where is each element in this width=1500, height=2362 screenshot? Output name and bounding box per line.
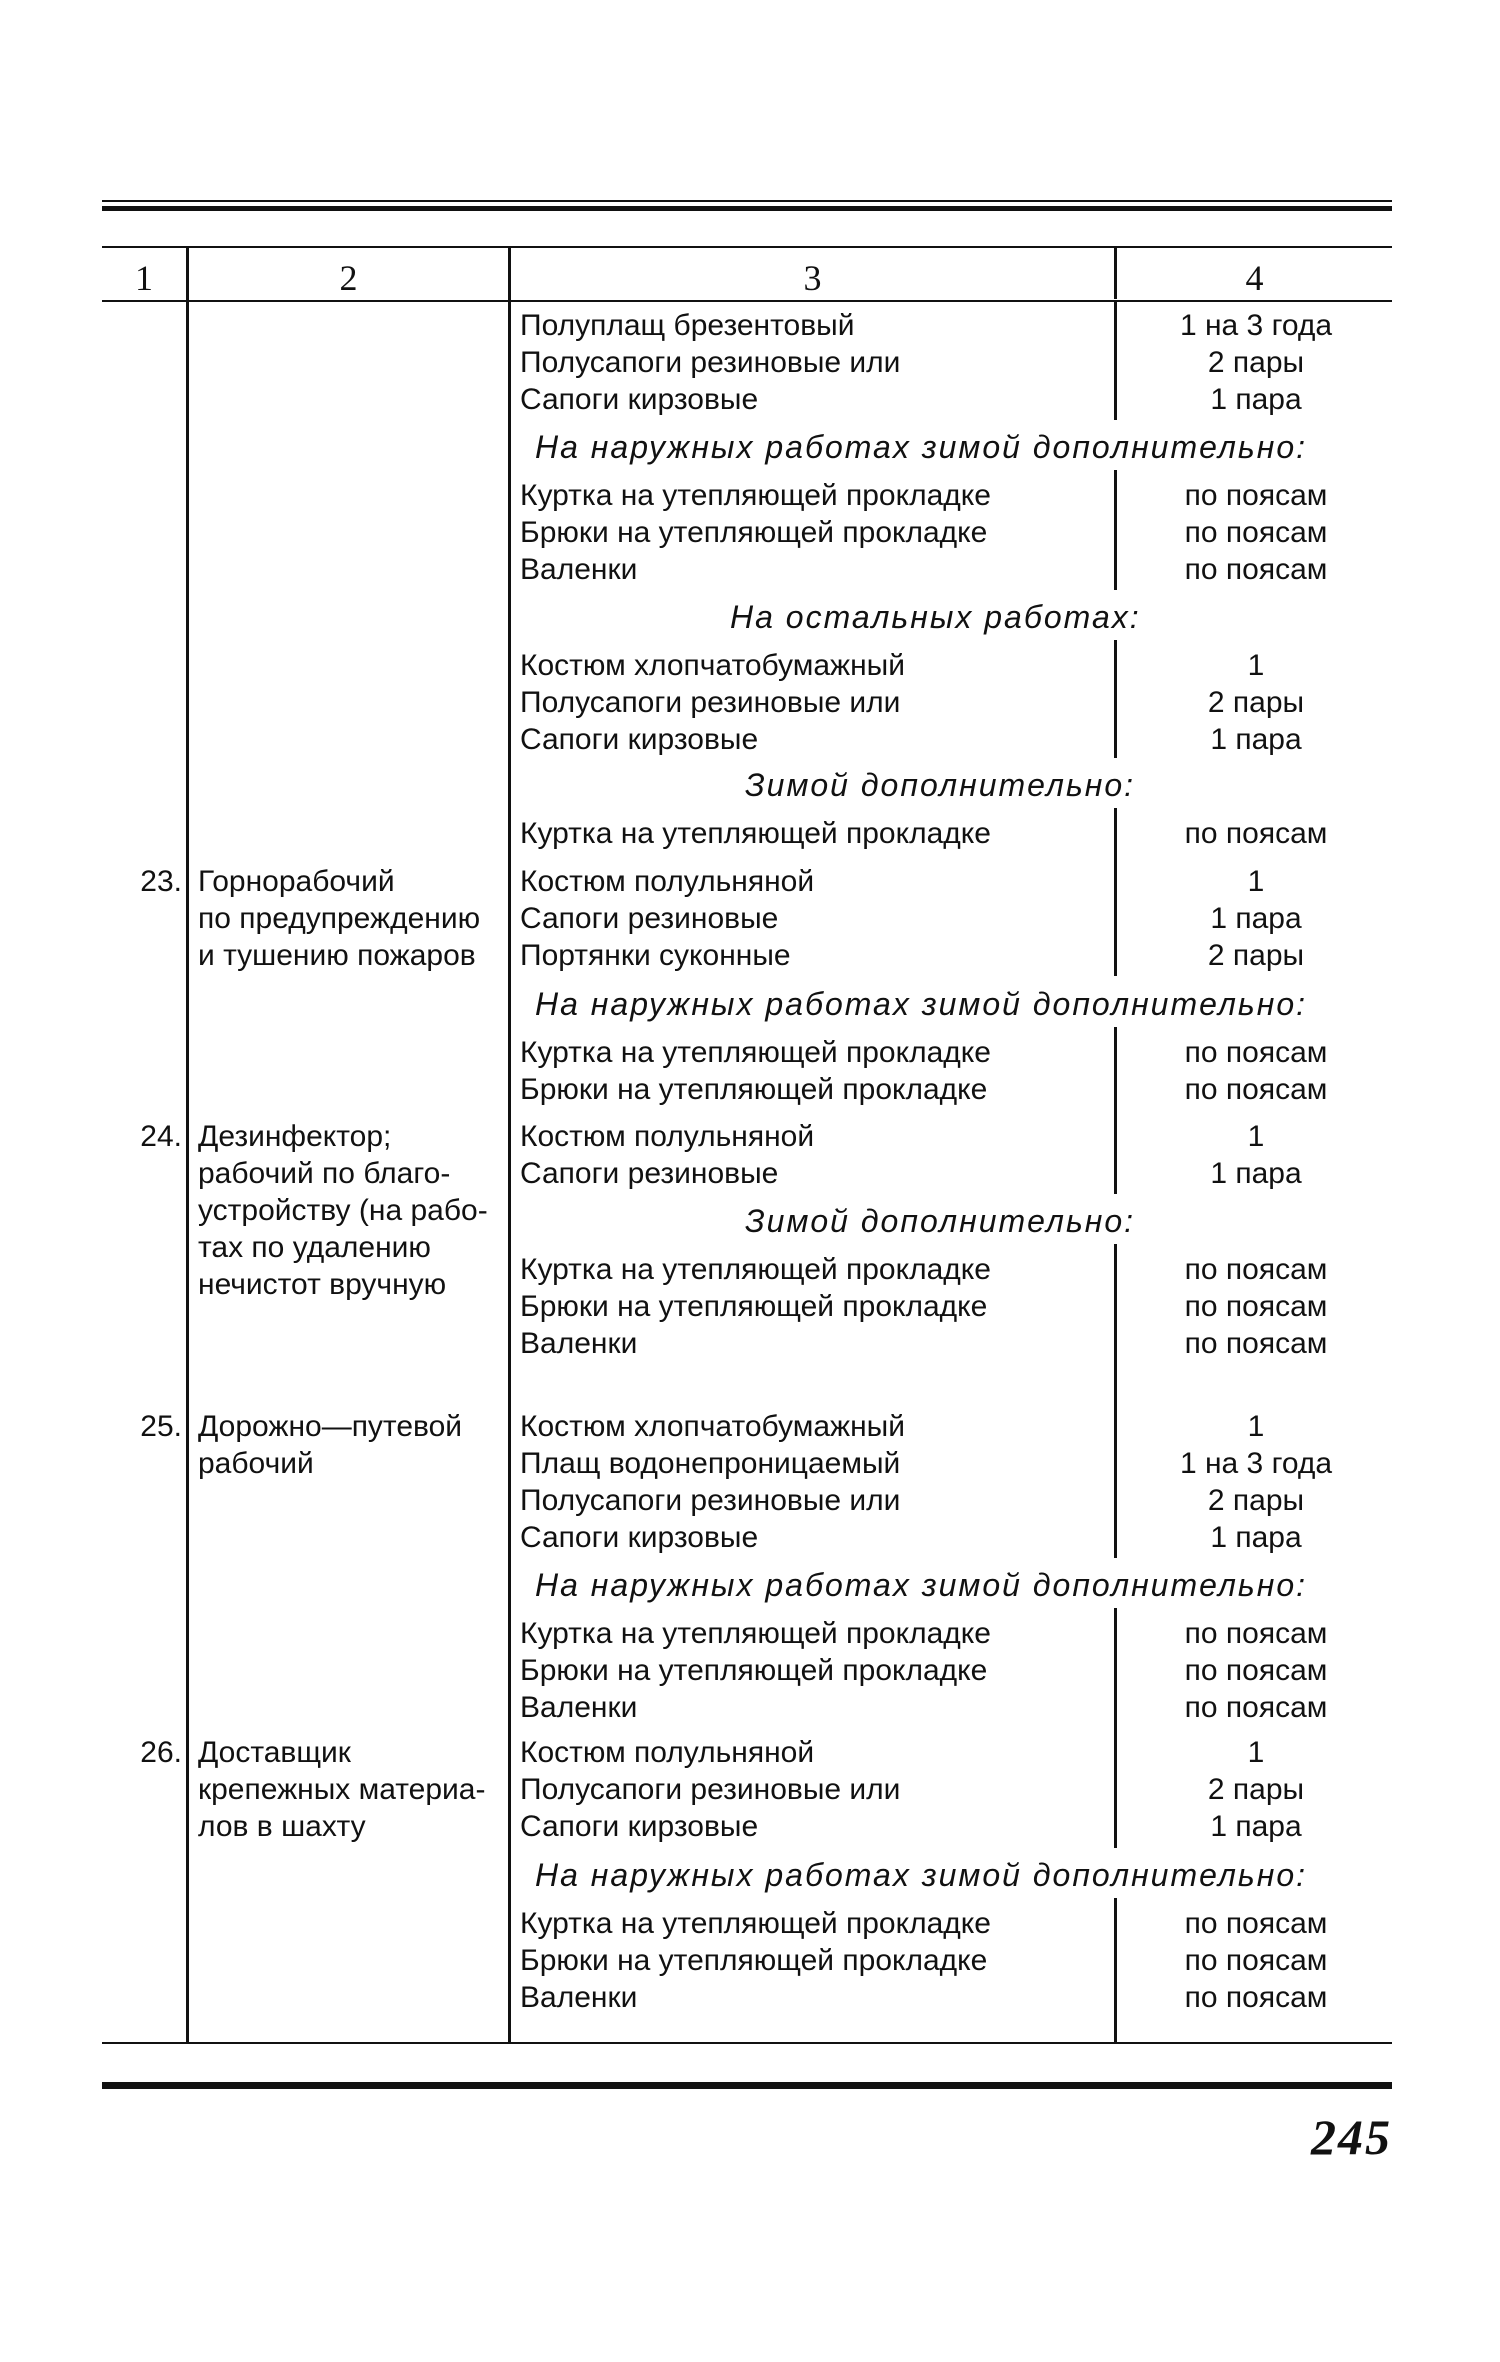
table-row [0, 381, 1500, 418]
issue-norm: 1 [1247, 1120, 1265, 1153]
clothing-item: Валенки [520, 553, 638, 586]
table-row [0, 1482, 1500, 1519]
table-row [0, 721, 1500, 758]
table-row [0, 647, 1500, 684]
profession-text: тах по удалению [198, 1231, 431, 1264]
clothing-item: Куртка на утепляющей прокладке [520, 479, 991, 512]
issue-norm: по поясам [1184, 817, 1328, 850]
table-row [0, 551, 1500, 588]
section-subheading: На наружных работах зимой дополнительно: [535, 1857, 1308, 1893]
table-row [0, 1445, 1500, 1482]
table-row [0, 1034, 1500, 1071]
table-row [0, 900, 1500, 937]
table-row [0, 1734, 1500, 1771]
clothing-item: Полусапоги резиновые или [520, 686, 901, 719]
issue-norm: по поясам [1184, 1073, 1328, 1106]
clothing-item: Полусапоги резиновые или [520, 1773, 901, 1806]
section-subheading: На наружных работах зимой дополнительно: [535, 429, 1308, 465]
issue-norm: по поясам [1184, 1907, 1328, 1940]
clothing-item: Сапоги кирзовые [520, 1521, 759, 1554]
profession-text: устройству (на рабо- [198, 1194, 488, 1227]
issue-norm: 1 пара [1210, 1157, 1302, 1190]
section-subheading: Зимой дополнительно: [745, 1203, 1136, 1239]
table-row [0, 1905, 1500, 1942]
issue-norm: по поясам [1184, 1691, 1328, 1724]
clothing-item: Костюм полульняной [520, 1736, 815, 1769]
table-row [0, 1652, 1500, 1689]
clothing-item: Костюм полульняной [520, 1120, 815, 1153]
clothing-item: Сапоги кирзовые [520, 383, 759, 416]
page-number: 245 [1311, 2109, 1392, 2165]
issue-norm: по поясам [1184, 1036, 1328, 1069]
profession-text: рабочий [198, 1447, 314, 1480]
table-row [0, 1979, 1500, 2016]
clothing-item: Куртка на утепляющей прокладке [520, 1036, 991, 1069]
profession-text: нечистот вручную [198, 1268, 447, 1301]
issue-norm: по поясам [1184, 1327, 1328, 1360]
clothing-item: Сапоги кирзовые [520, 723, 759, 756]
header-top-line [102, 246, 1392, 248]
issue-norm: по поясам [1184, 516, 1328, 549]
table-bottom-line [102, 2042, 1392, 2044]
clothing-item: Валенки [520, 1981, 638, 2014]
clothing-item: Брюки на утепляющей прокладке [520, 516, 988, 549]
clothing-item: Полуплащ брезентовый [520, 309, 855, 342]
issue-norm: 1 пара [1210, 1521, 1302, 1554]
row-number: 25. [140, 1410, 182, 1443]
issue-norm: по поясам [1184, 1944, 1328, 1977]
header-col-3: 3 [803, 258, 822, 298]
table-row [0, 937, 1500, 974]
clothing-item: Валенки [520, 1327, 638, 1360]
clothing-item: Портянки суконные [520, 939, 791, 972]
profession-text: и тушению пожаров [198, 939, 476, 972]
clothing-item: Куртка на утепляющей прокладке [520, 1253, 991, 1286]
bottom-rule [102, 2082, 1392, 2089]
clothing-item: Куртка на утепляющей прокладке [520, 817, 991, 850]
profession-text: Дезинфектор; [198, 1120, 392, 1153]
clothing-item: Костюм полульняной [520, 865, 815, 898]
clothing-item: Куртка на утепляющей прокладке [520, 1617, 991, 1650]
profession-text: лов в шахту [198, 1810, 366, 1843]
table-row [0, 863, 1500, 900]
issue-norm: по поясам [1184, 553, 1328, 586]
table-row [0, 514, 1500, 551]
clothing-item: Валенки [520, 1691, 638, 1724]
profession-text: по предупреждению [198, 902, 481, 935]
clothing-item: Костюм хлопчатобумажный [520, 1410, 905, 1443]
table-row [0, 1771, 1500, 1808]
section-subheading: Зимой дополнительно: [745, 767, 1136, 803]
clothing-item: Костюм хлопчатобумажный [520, 649, 905, 682]
clothing-item: Брюки на утепляющей прокладке [520, 1654, 988, 1687]
header-col-2: 2 [339, 258, 358, 298]
row-number: 23. [140, 865, 182, 898]
profession-text: Доставщик [198, 1736, 351, 1769]
header-col-1: 1 [135, 258, 153, 298]
section-subheading: На наружных работах зимой дополнительно: [535, 1567, 1308, 1603]
issue-norm: 1 пара [1210, 1810, 1302, 1843]
profession-text: рабочий по благо- [198, 1157, 451, 1190]
issue-norm: по поясам [1184, 1654, 1328, 1687]
clothing-item: Полусапоги резиновые или [520, 346, 901, 379]
issue-norm: по поясам [1184, 1617, 1328, 1650]
clothing-item: Сапоги резиновые [520, 902, 779, 935]
section-subheading: На наружных работах зимой дополнительно: [535, 986, 1308, 1022]
table-row [0, 684, 1500, 721]
table-row [0, 1808, 1500, 1845]
header-bottom-line [102, 300, 1392, 302]
table-row [0, 1408, 1500, 1445]
row-number: 26. [140, 1736, 182, 1769]
clothing-item: Куртка на утепляющей прокладке [520, 1907, 991, 1940]
issue-norm: 1 пара [1210, 723, 1302, 756]
issue-norm: 1 [1247, 1410, 1265, 1443]
issue-norm: 2 пары [1207, 686, 1305, 719]
issue-norm: по поясам [1184, 1981, 1328, 2014]
issue-norm: 2 пары [1207, 346, 1305, 379]
issue-norm: по поясам [1184, 1253, 1328, 1286]
profession-text: Дорожно—путевой [198, 1410, 463, 1443]
table-row [0, 1325, 1500, 1362]
issue-norm: 2 пары [1207, 1773, 1305, 1806]
issue-norm: 2 пары [1207, 939, 1305, 972]
issue-norm: 1 [1247, 649, 1265, 682]
table-row [0, 1519, 1500, 1556]
issue-norm: по поясам [1184, 1290, 1328, 1323]
header-col-4: 4 [1245, 258, 1264, 298]
clothing-item: Полусапоги резиновые или [520, 1484, 901, 1517]
table-row [0, 1155, 1500, 1192]
table-row [0, 307, 1500, 344]
table-row [0, 1942, 1500, 1979]
issue-norm: 1 на 3 года [1179, 1447, 1333, 1480]
row-number: 24. [140, 1120, 182, 1153]
clothing-item: Сапоги резиновые [520, 1157, 779, 1190]
table-row [0, 1118, 1500, 1155]
issue-norm: по поясам [1184, 479, 1328, 512]
table-row [0, 344, 1500, 381]
section-subheading: На остальных работах: [730, 599, 1141, 635]
clothing-item: Брюки на утепляющей прокладке [520, 1290, 988, 1323]
clothing-item: Сапоги кирзовые [520, 1810, 759, 1843]
table-row [0, 1615, 1500, 1652]
table-row [0, 815, 1500, 852]
table-row [0, 477, 1500, 514]
table-row [0, 1288, 1500, 1325]
clothing-item: Плащ водонепроницаемый [520, 1447, 901, 1480]
table-row [0, 1689, 1500, 1726]
top-rule-thin [102, 200, 1392, 202]
profession-text: Горнорабочий [198, 865, 395, 898]
issue-norm: 2 пары [1207, 1484, 1305, 1517]
issue-norm: 1 на 3 года [1179, 309, 1333, 342]
clothing-item: Брюки на утепляющей прокладке [520, 1944, 988, 1977]
top-rule-thick [102, 206, 1392, 211]
issue-norm: 1 [1247, 865, 1265, 898]
clothing-item: Брюки на утепляющей прокладке [520, 1073, 988, 1106]
table-row [0, 1071, 1500, 1108]
issue-norm: 1 пара [1210, 383, 1302, 416]
issue-norm: 1 [1247, 1736, 1265, 1769]
profession-text: крепежных материа- [198, 1773, 486, 1806]
issue-norm: 1 пара [1210, 902, 1302, 935]
